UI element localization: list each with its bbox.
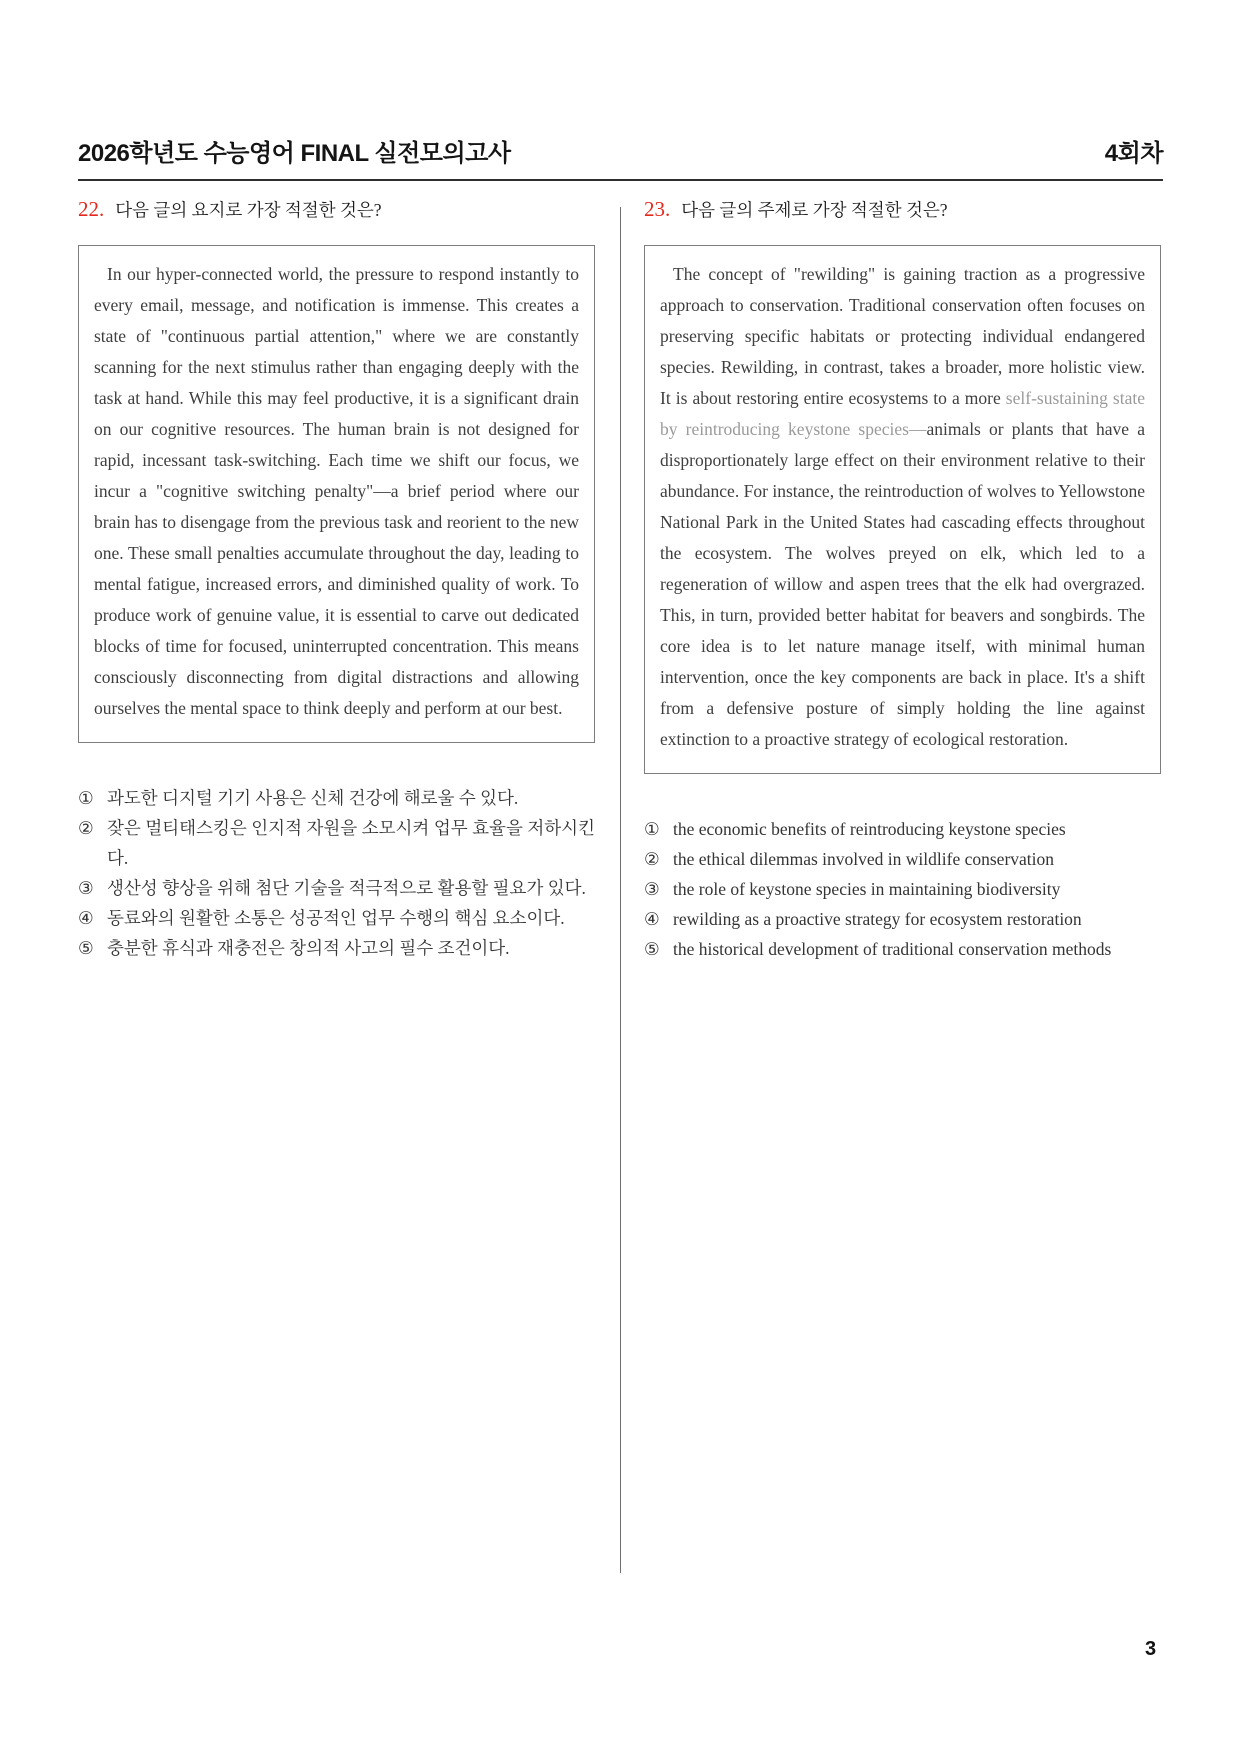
question-23: [644, 196, 1161, 964]
choice-22-3: [78, 873, 595, 903]
choice-22-5: [78, 933, 595, 963]
passage-part-after: animals or plants that have a disproportionately large effect on their environment relative to their abundance. For instance, the reintroduction of wolves to Yellowstone National Park in the United States had cascading effects throughout the ecosystem. The wolves preyed on elk, which led to a regeneration of willow and aspen trees that the elk had overgrazed. This, in turn, provided better habitat for beavers and songbirds. The core idea is to let nature manage itself, with minimal human intervention, once the key components are back in place. It's a shift from a defensive posture of simply holding the line against extinction to a proactive strategy of ecological restoration.: [660, 419, 1145, 749]
question-22-title: [78, 196, 595, 223]
choice-text: 충분한 휴식과 재충전은 창의적 사고의 필수 조건이다.: [107, 938, 510, 958]
choice-marker: ⑤: [78, 938, 94, 958]
page-header: [78, 133, 1163, 168]
question-23-number: 23.: [644, 197, 671, 221]
choice-marker: ④: [644, 909, 660, 929]
choice-marker: ③: [644, 879, 660, 899]
question-22-prompt: 다음 글의 요지로 가장 적절한 것은?: [115, 200, 382, 220]
choice-text: the role of keystone species in maintaining biodiversity: [673, 879, 1061, 899]
question-23-prompt: 다음 글의 주제로 가장 적절한 것은?: [681, 200, 948, 220]
choice-23-1: [644, 814, 1161, 844]
choice-text: 동료와의 원활한 소통은 성공적인 업무 수행의 핵심 요소이다.: [107, 908, 565, 928]
choice-23-3: [644, 874, 1161, 904]
choice-marker: ④: [78, 908, 94, 928]
choice-23-5: [644, 934, 1161, 964]
question-22-passage-text: In our hyper-connected world, the pressure to respond instantly to every email, message, and notification is immense. This creates a state of "continuous partial attention," where we are constantly scanning for the next stimulus rather than engaging deeply with the task at hand. While this may feel productive, it is a significant drain on our cognitive resources. The human brain is not designed for rapid, incessant task-switching. Each time we shift our focus, we incur a "cognitive switching penalty"—a brief period where our brain has to disengage from the previous task and reorient to the new one. These small penalties accumulate throughout the day, leading to mental fatigue, increased errors, and diminished quality of work. To produce work of genuine value, it is essential to carve out dedicated blocks of time for focused, uninterrupted concentration. This means consciously disconnecting from digital distractions and allowing ourselves the mental space to think deeply and perform at our best.: [94, 264, 579, 718]
choice-text: 생산성 향상을 위해 첨단 기술을 적극적으로 활용할 필요가 있다.: [107, 878, 586, 898]
choice-text: 과도한 디지털 기기 사용은 신체 건강에 해로울 수 있다.: [107, 788, 519, 808]
choice-22-2: [78, 813, 595, 873]
question-22-choices: [78, 783, 595, 963]
choice-marker: ②: [78, 818, 94, 838]
passage-part-before: The concept of "rewilding" is gaining traction as a progressive approach to conservation. Traditional conservation often focuses on preserving specific habitats or protecting individual endangered species. Rewilding, in contrast, takes a broader, more holistic view. It is about restoring entire ecosystems to a more: [660, 264, 1145, 408]
question-23-title: [644, 196, 1161, 223]
choice-marker: ①: [644, 819, 660, 839]
choice-23-2: [644, 844, 1161, 874]
question-22-number: 22.: [78, 197, 105, 221]
choice-22-1: [78, 783, 595, 813]
exam-title: 2026학년도 수능영어 FINAL 실전모의고사: [78, 140, 511, 167]
exam-round: 4회차: [1104, 140, 1163, 167]
choice-text: rewilding as a proactive strategy for ecosystem restoration: [673, 909, 1082, 929]
question-22: [78, 196, 595, 963]
page-number: 3: [1145, 1638, 1157, 1660]
header-divider-line: [78, 179, 1163, 181]
choice-text: 잦은 멀티태스킹은 인지적 자원을 소모시켜 업무 효율을 저하시킨다.: [107, 818, 595, 868]
choice-marker: ①: [78, 788, 94, 808]
question-22-passage-box: [78, 245, 595, 743]
choice-marker: ②: [644, 849, 660, 869]
column-divider-line: [620, 207, 621, 1573]
choice-text: the ethical dilemmas involved in wildlife conservation: [673, 849, 1055, 869]
choice-text: the economic benefits of reintroducing keystone species: [673, 819, 1066, 839]
question-23-choices: [644, 814, 1161, 964]
choice-22-4: [78, 903, 595, 933]
choice-text: the historical development of traditional conservation methods: [673, 939, 1112, 959]
passage-part-highlight: self-sustaining state by reintroducing keystone species—: [660, 388, 1145, 439]
choice-marker: ③: [78, 878, 94, 898]
question-23-passage-text: [660, 259, 1145, 755]
choice-marker: ⑤: [644, 939, 660, 959]
question-23-passage-box: [644, 245, 1161, 774]
choice-23-4: [644, 904, 1161, 934]
